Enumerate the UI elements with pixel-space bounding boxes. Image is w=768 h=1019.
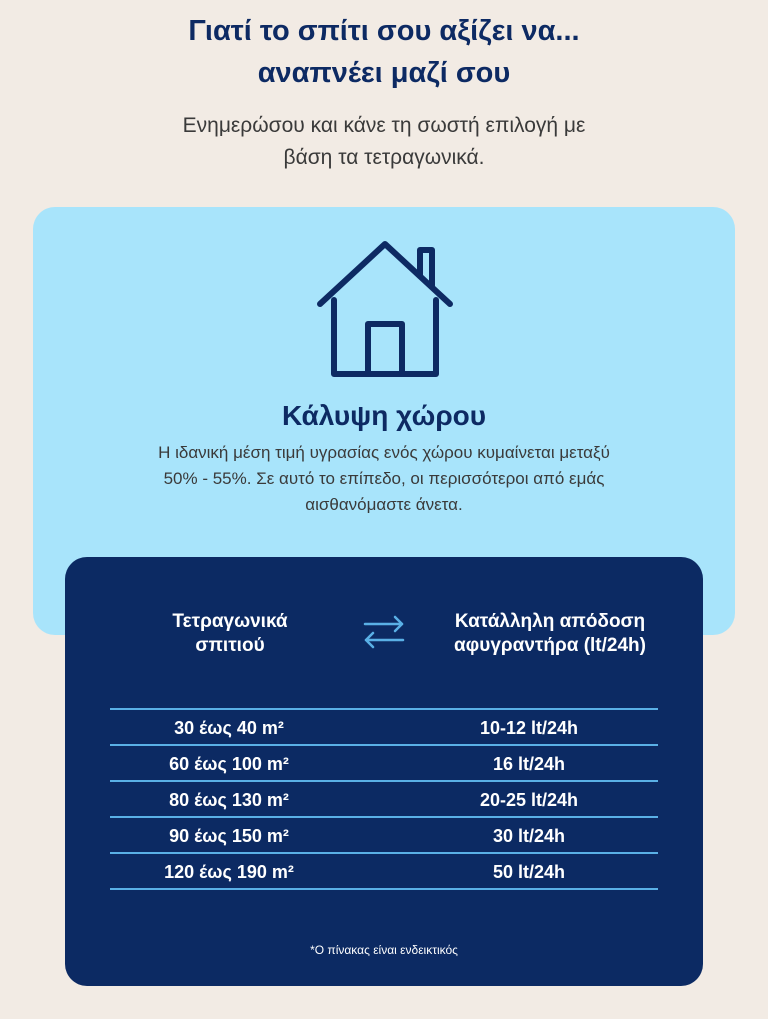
area-cell: 120 έως 190 m² xyxy=(164,862,294,882)
capacity-cell: 50 lt/24h xyxy=(492,862,566,882)
page-subtitle xyxy=(0,110,768,174)
title-line-1: Γιατί το σπίτι σου αξίζει να... xyxy=(188,15,580,47)
table-row xyxy=(110,708,658,744)
page-title xyxy=(0,10,768,94)
coverage-desc-line-3: αισθανόμαστε άνετα. xyxy=(305,495,463,514)
table-footnote: *Ο πίνακας είναι ενδεικτικός xyxy=(310,943,458,957)
table-row xyxy=(110,744,658,780)
area-cell: 90 έως 150 m² xyxy=(169,826,289,846)
title-line-2: αναπνέει μαζί σου xyxy=(257,57,511,89)
capacity-cell: 30 lt/24h xyxy=(492,826,566,846)
area-cell: 80 έως 130 m² xyxy=(169,790,289,810)
capacity-column-header xyxy=(420,610,680,658)
area-cell: 60 έως 100 m² xyxy=(169,754,289,774)
area-column-header xyxy=(125,610,335,658)
capacity-header-line-2: αφυγραντήρα (lt/24h) xyxy=(454,635,646,656)
coverage-desc-line-2: 50% - 55%. Σε αυτό το επίπεδο, οι περισσότεροι από εμάς xyxy=(163,469,605,488)
area-cell: 30 έως 40 m² xyxy=(174,718,284,738)
coverage-title: Κάλυψη χώρου xyxy=(281,400,487,431)
table-row xyxy=(110,816,658,852)
subtitle-line-1: Ενημερώσου και κάνε τη σωστή επιλογή με xyxy=(182,114,586,137)
coverage-desc-line-1: Η ιδανική μέση τιμή υγρασίας ενός χώρου κυμαίνεται μεταξύ xyxy=(158,443,610,462)
capacity-table xyxy=(110,708,658,890)
subtitle-line-2: βάση τα τετραγωνικά. xyxy=(283,146,485,169)
capacity-cell: 20-25 lt/24h xyxy=(479,790,579,810)
swap-arrows-icon xyxy=(362,615,406,649)
capacity-cell: 10-12 lt/24h xyxy=(479,718,579,738)
area-header-line-2: σπιτιού xyxy=(195,635,265,656)
coverage-description xyxy=(80,440,688,518)
area-header-line-1: Τετραγωνικά xyxy=(172,611,288,632)
table-row xyxy=(110,852,658,890)
capacity-cell: 16 lt/24h xyxy=(492,754,566,774)
table-row xyxy=(110,780,658,816)
capacity-header-line-1: Κατάλληλη απόδοση xyxy=(454,611,646,632)
house-icon xyxy=(316,238,454,380)
